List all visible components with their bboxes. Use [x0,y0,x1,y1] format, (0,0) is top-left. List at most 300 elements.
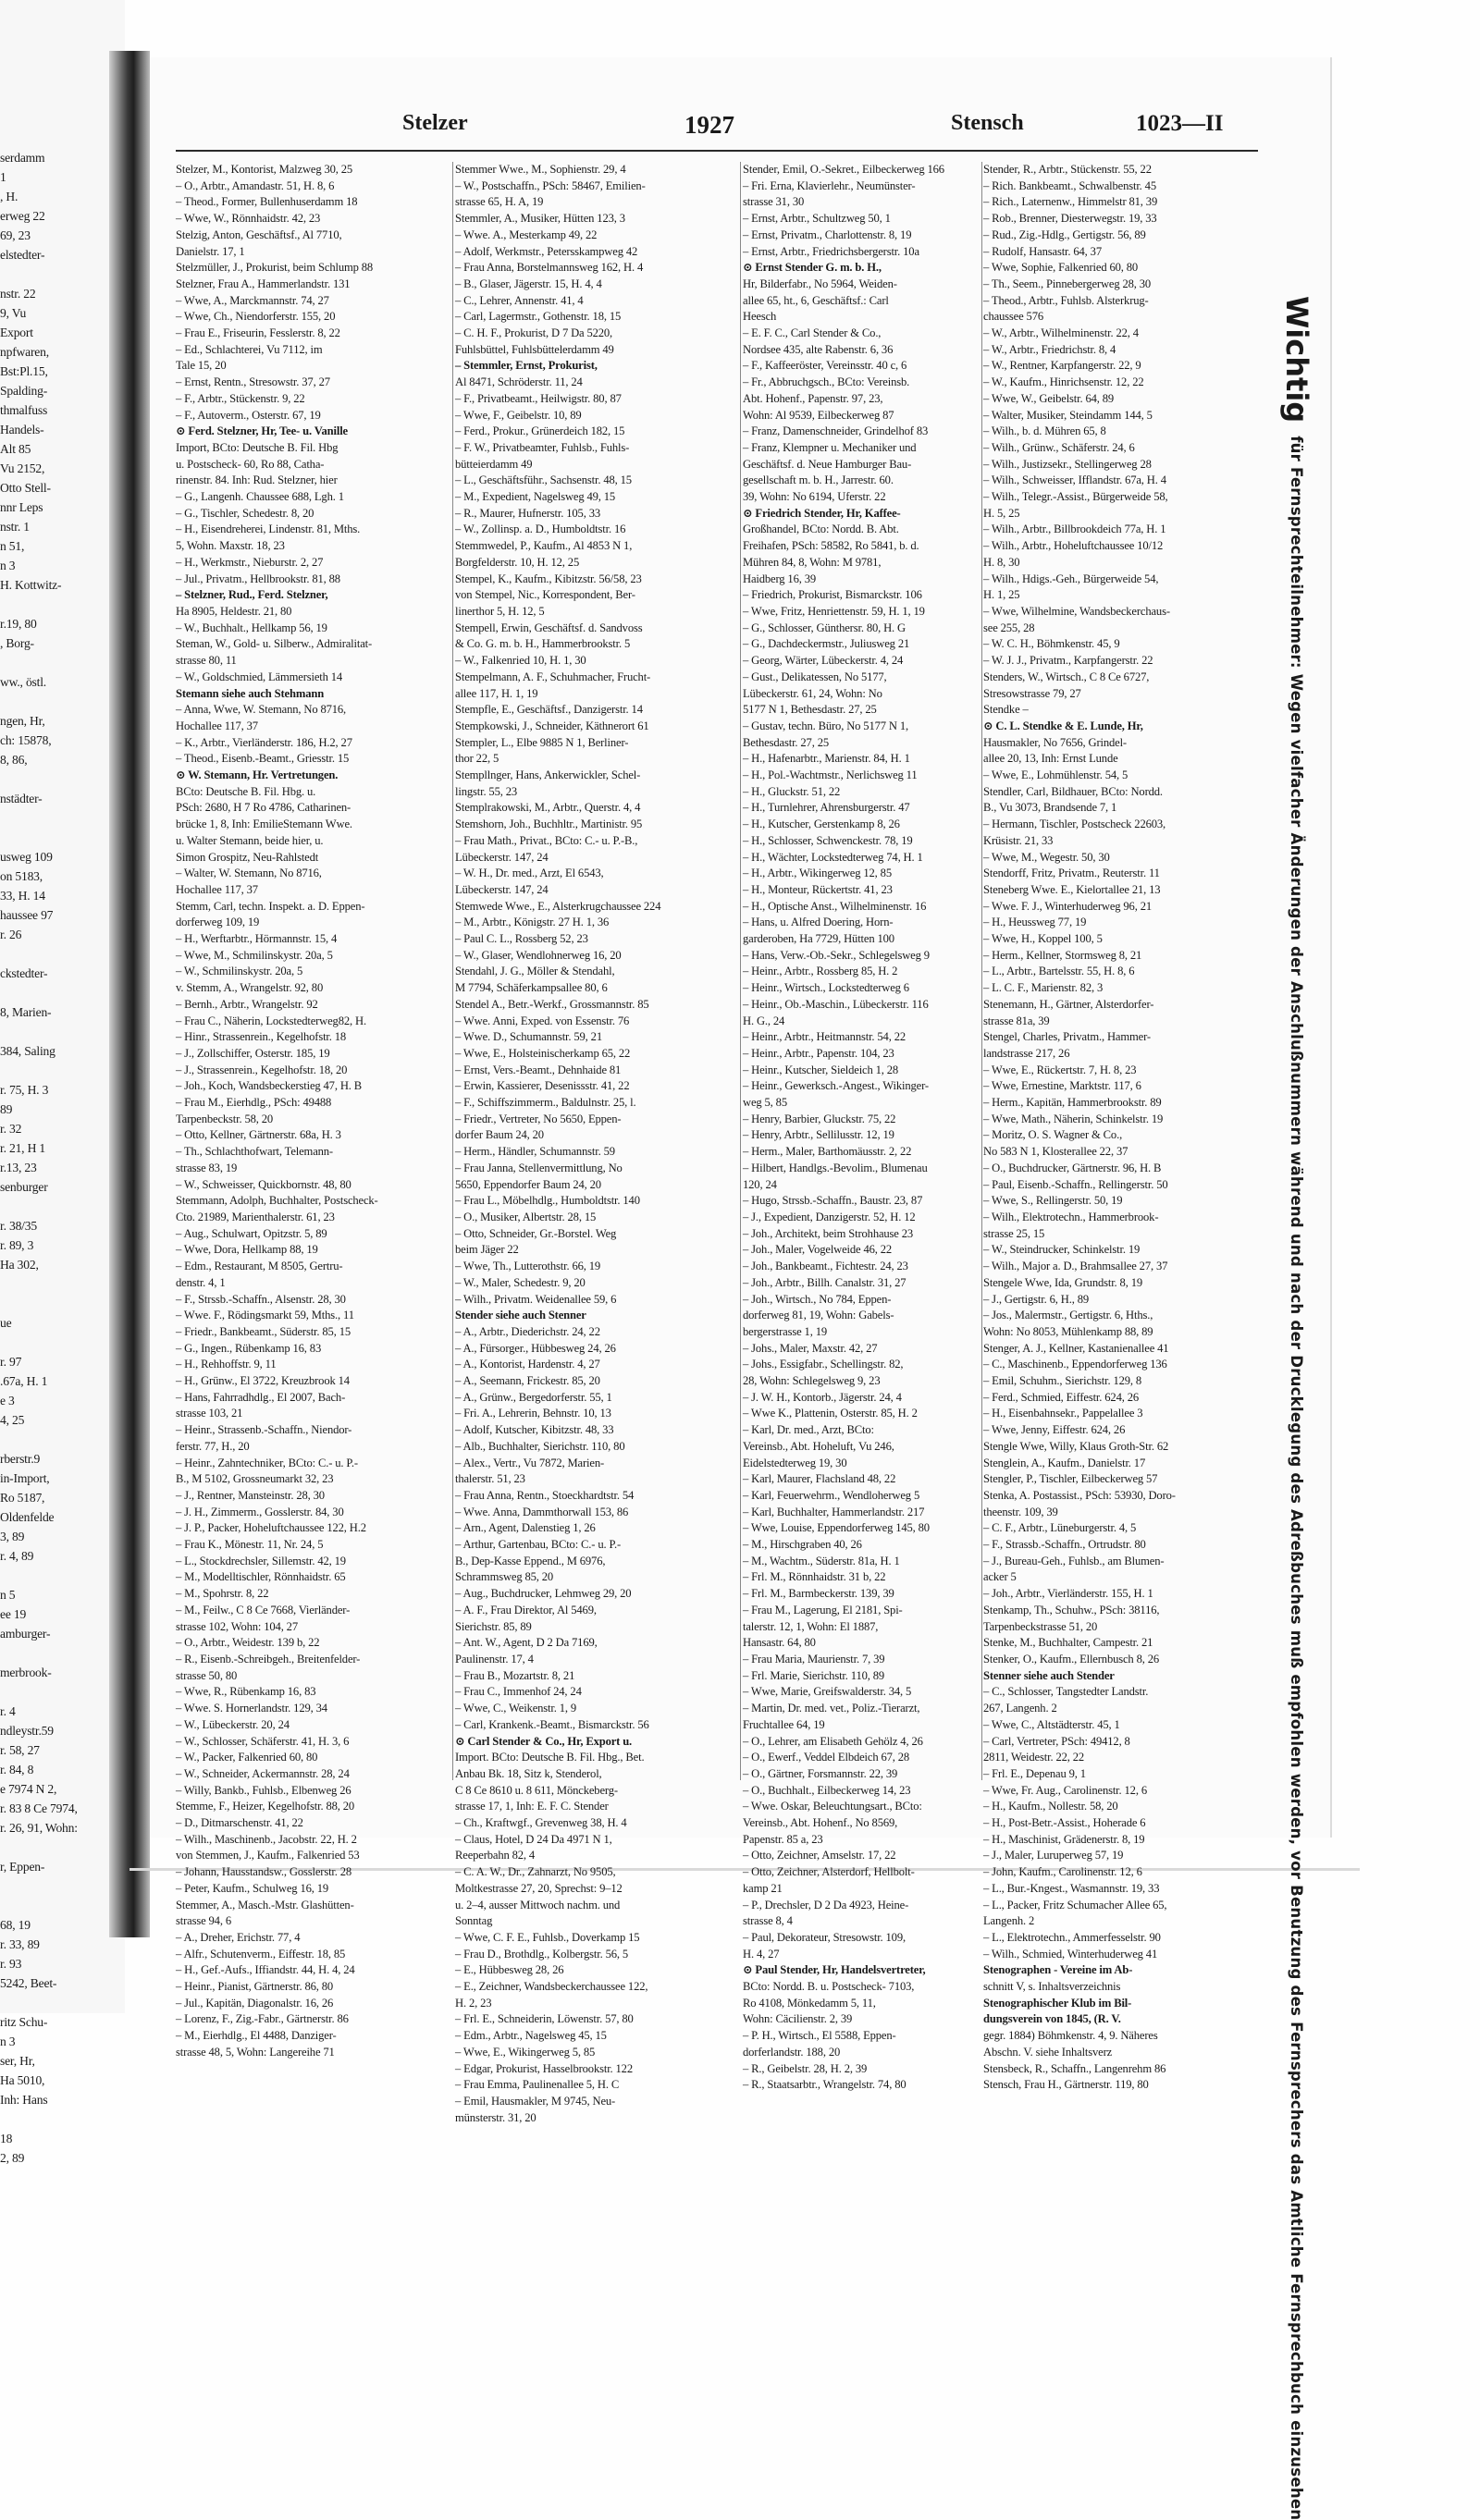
directory-entry: – Ernst, Arbtr., Friedrichsbergerstr. 10a [743,244,919,258]
previous-page-line: 384, Saling [0,1044,56,1058]
directory-entry: – Hans, u. Alfred Doering, Horn- [743,916,894,929]
directory-entry: – Wilh., Justizsekr., Stellingerweg 28 [983,457,1152,471]
directory-entry: – Hinr., Strassenrein., Kegelhofstr. 18 [176,1030,347,1044]
directory-entry: – Joh., Arbtr., Billh. Canalstr. 31, 27 [743,1275,906,1289]
previous-page-line [0,769,109,789]
directory-entry: Danielstr. 17, 1 [176,244,245,258]
previous-page-line: serdamm [0,151,45,165]
directory-entry: – Frau B., Mozartstr. 8, 21 [455,1668,575,1682]
directory-entry: – Rich., Laternenw., Himmelstr 81, 39 [983,195,1158,209]
previous-page-line: r. 97 [0,1355,22,1369]
directory-entry: – C., Maschinenb., Eppendorferweg 136 [983,1358,1167,1371]
directory-entry: Stender, R., Arbtr., Stückenstr. 55, 22 [983,163,1152,176]
directory-entry: – Wwe, W., Rönnhaidstr. 42, 23 [176,212,321,226]
previous-page-line [0,1566,109,1585]
previous-page-line: r. 26, 91, Wohn: [0,1821,78,1835]
directory-entry: Stenner siehe auch Stender [983,1668,1115,1682]
directory-entry: thalerstr. 51, 23 [455,1472,525,1486]
directory-entry: – Henry, Barbier, Gluckstr. 75, 22 [743,1112,896,1125]
directory-entry: – F. W., Privatbeamter, Fuhlsb., Fuhls- [455,440,630,454]
directory-entry: – Jos., Malermstr., Gertigstr. 6, Hths., [983,1309,1153,1322]
directory-entry: – H., Optische Anst., Wilhelminenstr. 16 [743,899,927,913]
directory-entry: – Wwe, M., Schmilinskystr. 20a, 5 [176,948,333,962]
directory-entry: – W., Arbtr., Wilhelminenstr. 22, 4 [983,326,1139,340]
directory-entry: Papenstr. 85 a, 23 [743,1832,823,1846]
directory-entry: – Martin, Dr. med. vet., Poliz.-Tierarzt, [743,1702,920,1715]
directory-entry: – Heinr., Zahntechniker, BCto: C.- u. P.- [176,1456,358,1469]
directory-entry: – A., Grünw., Bergedorferstr. 55, 1 [455,1390,612,1404]
directory-entry: – Hans, Verw.-Ob.-Sekr., Schlegelsweg 9 [743,948,930,962]
directory-entry: – H., Turnlehrer, Ahrensburgerstr. 47 [743,801,910,815]
previous-page-line: Ha 5010, [0,2073,45,2087]
directory-entry: Stempfle, E., Geschäftsf., Danzigerstr. 14 [455,703,643,717]
directory-entry: – Willy, Bankb., Fuhlsb., Elbenweg 26 [176,1783,352,1797]
directory-entry: – K., Arbtr., Vierländerstr. 186, H.2, 27 [176,735,352,749]
directory-entry: – H., Gef.-Aufs., Iffiandstr. 44, H. 4, 24 [176,1963,355,1977]
directory-entry: Stempelmann, A. F., Schuhmacher, Frucht- [455,670,651,683]
directory-entry: – M., Arbtr., Königstr. 27 H. 1, 36 [455,916,610,929]
directory-entry: 2811, Weidestr. 22, 22 [983,1751,1085,1764]
previous-page-line: merbrook- [0,1666,52,1679]
directory-entry: – W., Glaser, Wendlohnerweg 16, 20 [455,948,622,962]
directory-entry: – Ed., Schlachterei, Vu 7112, im [176,342,323,356]
directory-entry: – W., Falkenried 10, H. 1, 30 [455,654,586,668]
previous-page-line [0,1993,109,2012]
directory-entry: Paulinenstr. 17, 4 [455,1652,534,1666]
directory-entry: Hr, Bilderfabr., No 5964, Weiden- [743,277,897,290]
previous-page-line [0,1333,109,1352]
directory-entry: – H., Hafenarbtr., Marienstr. 84, H. 1 [743,752,910,766]
directory-entry: – H., Arbtr., Wikingerweg 12, 85 [743,867,892,880]
directory-entry: – Wilh., Hdigs.-Geh., Bürgerweide 54, [983,572,1159,585]
directory-entry: Stempler, L., Elbe 9885 N 1, Berliner- [455,735,629,749]
directory-entry: – Wwe, Jenny, Eiffestr. 624, 26 [983,1423,1126,1437]
directory-entry: – H., Eisenbahnsekr., Pappelallee 3 [983,1407,1143,1420]
directory-entry: – Wwe, Ch., Niendorferstr. 155, 20 [176,310,336,324]
previous-page-line: erweg 22 [0,209,45,223]
directory-entry: dorferweg 81, 19, Wohn: Gabels- [743,1309,894,1322]
previous-page-line: nstädter- [0,792,43,805]
directory-entry: – G., Ingen., Rübenkamp 16, 83 [176,1341,322,1355]
directory-entry: – Carl, Krankenk.-Beamt., Bismarckstr. 56 [455,1717,649,1731]
directory-entry: – Henry, Arbtr., Sellilusstr. 12, 19 [743,1128,894,1142]
directory-entry: Stensbeck, R., Schaffn., Langenrehm 86 [983,2061,1166,2075]
directory-entry: – Hugo, Strssb.-Schaffn., Baustr. 23, 87 [743,1194,923,1208]
previous-page-line [0,2109,109,2129]
directory-entry: – Adolf, Werkmstr., Petersskampweg 42 [455,244,638,258]
directory-entry: – John, Kaufm., Carolinenstr. 12, 6 [983,1865,1142,1879]
directory-entry: – Rich. Bankbeamt., Schwalbenstr. 45 [983,178,1156,192]
directory-entry: – Ferd., Schmied, Eiffestr. 624, 26 [983,1390,1140,1404]
directory-entry: Ro 4108, Mönkedamm 5, 11, [743,1996,876,2010]
directory-entry: – Franz, Damenschneider, Grindelhof 83 [743,424,929,438]
directory-entry: – Frau Math., Privat., BCto: C.- u. P.-B., [455,833,638,847]
book-gutter [109,51,150,1937]
directory-entry: theenstr. 109, 39 [983,1505,1058,1518]
column-divider [452,162,453,1780]
directory-entry: – Rob., Brenner, Diesterwegstr. 19, 33 [983,212,1157,226]
directory-entry: u. Postscheck- 60, Ro 88, Catha- [176,457,325,471]
directory-entry: – Frl. E., Schneiderin, Löwenstr. 57, 80 [455,2012,634,2026]
directory-entry: Cto. 21989, Marienthalerstr. 61, 23 [176,1211,335,1223]
directory-entry: ⊙ Friedrich Stender, Hr, Kaffee- [743,506,901,520]
previous-page-line [0,1643,109,1663]
directory-entry: von Stempel, Nic., Korrespondent, Ber- [455,588,635,602]
directory-entry: C 8 Ce 8610 u. 8 611, Mönckeberg- [455,1783,618,1797]
directory-entry: Stenke, M., Buchhalter, Campestr. 21 [983,1636,1153,1650]
directory-entry: – Wilh., Maschinenb., Jacobstr. 22, H. 2 [176,1832,357,1846]
directory-entry: Sonntag [455,1914,493,1928]
directory-entry: 5650, Eppendorfer Baum 24, 20 [455,1177,601,1191]
directory-entry: Stendahl, J. G., Möller & Stendahl, [455,965,615,978]
previous-page-line: e 7974 N 2, [0,1782,57,1796]
directory-entry: – J., Rentner, Mansteinstr. 28, 30 [176,1488,325,1502]
header-first-entry: Stelzer [402,111,468,135]
directory-entry: – Joh., Wirtsch., No 784, Eppen- [743,1292,892,1306]
directory-entry: – H., Eisendreherei, Lindenstr. 81, Mths. [176,522,361,536]
directory-entry: – Wwe, M., Wegestr. 50, 30 [983,850,1110,864]
directory-entry: – M., Wachtm., Süderstr. 81a, H. 1 [743,1554,900,1567]
directory-entry: Moltkestrasse 27, 20, Sprechst: 9–12 [455,1881,623,1895]
directory-entry: Bethesdastr. 27, 25 [743,735,829,749]
previous-page-line [0,264,109,284]
previous-page-line: , Borg- [0,636,34,650]
directory-entry: B., Dep-Kasse Eppend., M 6976, [455,1554,606,1567]
directory-entry: – Ernst, Vers.-Beamt., Dehnhaide 81 [455,1063,622,1076]
directory-entry: – B., Glaser, Jägerstr. 15, H. 4, 4 [455,277,602,290]
directory-entry: – H., Maschinist, Grädenerstr. 8, 19 [983,1832,1145,1846]
directory-entry: – W., Buchhalt., Hellkamp 56, 19 [176,621,327,634]
directory-entry: – J., Expedient, Danzigerstr. 52, H. 12 [743,1211,916,1223]
directory-entry: – W., Schmilinskystr. 20a, 5 [176,965,303,978]
directory-entry: allee 117, H. 1, 19 [455,686,538,700]
directory-entry: strasse 25, 15 [983,1226,1045,1240]
directory-entry: – Heinr., Pianist, Gärtnerstr. 86, 80 [176,1980,334,1994]
previous-page-line: on 5183, [0,869,43,883]
directory-entry: – Wilh., Major a. D., Brahmsallee 27, 37 [983,1260,1168,1273]
directory-entry: Lübeckerstr. 61, 24, Wohn: No [743,686,882,700]
directory-entry: Stendler, Carl, Bildhauer, BCto: Nordd. [983,784,1163,798]
previous-page-line: Oldenfelde [0,1510,55,1524]
directory-entry: Stelzmüller, J., Prokurist, beim Schlump 88 [176,261,374,275]
directory-entry: – Wwe, W., Geibelstr. 64, 89 [983,391,1115,405]
directory-entry: – H., Monteur, Rückertstr. 41, 23 [743,882,893,896]
directory-entry: – Franz, Klempner u. Mechaniker und [743,440,917,454]
directory-entry: – Wwe. A., Mesterkamp 49, 22 [455,227,598,241]
directory-entry: Al 8471, Schröderstr. 11, 24 [455,375,583,389]
previous-page-line: ue [0,1316,12,1330]
directory-entry: – W., Zollinsp. a. D., Humboldtstr. 16 [455,522,626,536]
directory-entry: – R., Staatsarbtr., Wrangelstr. 74, 80 [743,2078,906,2092]
directory-entry: Lübeckerstr. 147, 24 [455,850,549,864]
directory-entry: Langenh. 2 [983,1914,1035,1928]
previous-page-line: ww., östl. [0,675,46,689]
directory-entry: Stenographen - Vereine im Ab- [983,1963,1133,1977]
previous-page-line [0,1896,109,1915]
previous-page-line: nstr. 1 [0,520,30,534]
directory-entry: brücke 1, 8, Inh: EmilieStemann Wwe. [176,817,352,831]
directory-entry: – Wwe. Anni, Exped. von Essenstr. 76 [455,1014,630,1027]
directory-entry: Stempell, Erwin, Geschäftsf. d. Sandvoss [455,621,643,634]
directory-entry: Simon Grospitz, Neu-Rahlstedt [176,850,319,864]
directory-entry: Stempllnger, Hans, Ankerwickler, Schel- [455,768,641,782]
directory-entry: – Fri. A., Lehrerin, Behnstr. 10, 13 [455,1407,611,1420]
previous-page-line: r. 4 [0,1704,16,1718]
directory-entry: – Emil, Schuhm., Sierichstr. 129, 8 [983,1374,1142,1388]
previous-page-line: ngen, Hr, [0,714,45,728]
directory-entry: – H., Gluckstr. 51, 22 [743,784,841,798]
directory-entry: – Wwe, H., Koppel 100, 5 [983,932,1103,946]
previous-page-line: 8, 86, [0,753,28,767]
directory-entry: – Herm., Kapitän, Hammerbrookstr. 89 [983,1096,1162,1110]
directory-entry: – Frau M., Lagerung, El 2181, Spi- [743,1603,903,1616]
directory-entry: – C., Lehrer, Annenstr. 41, 4 [455,293,584,307]
directory-entry: Stengel, Charles, Privatm., Hammer- [983,1030,1151,1044]
directory-entry: – J. P., Packer, Hoheluftchaussee 122, H.2 [176,1521,366,1535]
previous-page-line: r. 89, 3 [0,1238,34,1252]
previous-page-line: r.19, 80 [0,617,37,631]
directory-entry: – H., Wächter, Lockstedterweg 74, H. 1 [743,850,923,864]
directory-entry: weg 5, 85 [743,1096,787,1110]
directory-entry: – A., Fürsorger., Hübbesweg 24, 26 [455,1341,616,1355]
directory-entry: – Wwe. S. Hornerlandstr. 129, 34 [176,1702,327,1715]
previous-page-line: r. 4, 89 [0,1549,34,1563]
previous-page-line: Bst:Pl.15, [0,364,48,378]
directory-entry: Fruchtallee 64, 19 [743,1717,825,1731]
directory-entry: – Wwe, Marie, Greifswalderstr. 34, 5 [743,1685,912,1699]
directory-entry: – W., Steindrucker, Schinkelstr. 19 [983,1243,1141,1257]
directory-entry: Mühren 84, 8, Wohn: M 9781, [743,555,882,569]
previous-page-line: rberstr.9 [0,1452,41,1466]
directory-entry: strasse 48, 5, Wohn: Langereihe 71 [176,2045,335,2059]
directory-entry: – G., Schlosser, Günthersr. 80, H. G [743,621,906,634]
directory-entry: – F., Arbtr., Stückenstr. 9, 22 [176,391,305,405]
previous-page-line: 69, 23 [0,228,31,242]
directory-entry: – Stemmler, Ernst, Prokurist, [455,359,598,373]
directory-entry: – O., Arbtr., Weidestr. 139 b, 22 [176,1636,320,1650]
directory-entry: – Ernst, Privatm., Charlottenstr. 8, 19 [743,227,912,241]
directory-entry: ⊙ Paul Stender, Hr, Handelsvertreter, [743,1963,926,1977]
directory-entry: Steman, W., Gold- u. Silberw., Admiralitat- [176,637,373,651]
directory-entry: – W., Schweisser, Quickbornstr. 48, 80 [176,1177,352,1191]
directory-entry: Stemplrakowski, M., Arbtr., Querstr. 4, 4 [455,801,641,815]
directory-entry: – Wwe, Fr. Aug., Carolinenstr. 12, 6 [983,1783,1147,1797]
previous-page-line: r. 83 8 Ce 7974, [0,1801,78,1815]
previous-page-line [0,1197,109,1216]
directory-entry: – C. H. F., Prokurist, D 7 Da 5220, [455,326,613,340]
directory-entry: – Peter, Kaufm., Schulweg 16, 19 [176,1881,329,1895]
previous-page-line [0,944,109,964]
directory-entry: – H., Grünw., El 3722, Kreuzbrook 14 [176,1374,350,1388]
directory-column-1 [176,162,450,2059]
directory-entry: – R., Eisenb.-Schreibgeh., Breitenfelder- [176,1652,361,1666]
directory-entry: – O., Lehrer, am Elisabeth Gehölz 4, 26 [743,1734,923,1748]
directory-entry: Stenker, O., Kaufm., Ellernbusch 8, 26 [983,1652,1160,1666]
previous-page-line [0,808,109,828]
directory-entry: – Wilh., Arbtr., Billbrookdeich 77a, H. 1 [983,522,1166,536]
directory-entry: H. 5, 25 [983,506,1020,520]
previous-page-line: n 5 [0,1588,16,1602]
previous-page-line: in-Import, [0,1471,50,1485]
directory-entry: Stemshorn, Joh., Buchhltr., Martinistr. 95 [455,817,643,831]
directory-entry: Stenglein, A., Kaufm., Danielstr. 17 [983,1456,1146,1469]
directory-entry: – W., Postschaffn., PSch: 58467, Emilien- [455,178,646,192]
directory-entry: rinenstr. 84. Inh: Rud. Stelzner, hier [176,473,338,487]
directory-entry: – Joh., Architekt, beim Strohhause 23 [743,1226,914,1240]
notice-text: für Fernsprechteilnehmer: Wegen vielfacher Änderungen der Anschlußnummern während und nach der Drucklegung des Adreßbuches muß empfohlen werden, vor Benutzung des Fernsprechers das Amtliche Fernsprechbuch einzusehen [1288,436,1306,2520]
directory-entry: – W., Lübeckerstr. 20, 24 [176,1717,290,1731]
directory-entry: lingstr. 55, 23 [455,784,518,798]
directory-entry: – P. H., Wirtsch., El 5588, Eppen- [743,2029,896,2043]
directory-entry: – Wilh., Schweisser, Ifflandstr. 67a, H. 4 [983,473,1166,487]
previous-page-line: senburger [0,1180,48,1194]
directory-entry: – Paul C. L., Rossberg 52, 23 [455,932,588,946]
directory-entry: – Fri. Erna, Klavierlehr., Neumünster- [743,178,916,192]
previous-page-line: 9, Vu [0,306,27,320]
directory-entry: – Wwe, Dora, Hellkamp 88, 19 [176,1243,318,1257]
directory-entry: – Otto, Schneider, Gr.-Borstel. Weg [455,1226,617,1240]
directory-entry: – Anna, Wwe, W. Stemann, No 8716, [176,703,347,717]
directory-entry: – Wwe, E., Wikingerweg 5, 85 [455,2045,596,2059]
directory-entry: Stempel, K., Kaufm., Kibitzstr. 56/58, 23 [455,572,642,585]
directory-entry: – J., Strassenrein., Kegelhofstr. 18, 20 [176,1063,348,1076]
directory-entry: – Walter, W. Stemann, No 8716, [176,867,322,880]
previous-page-line: r. 21, H 1 [0,1141,45,1155]
previous-page-line [0,828,109,847]
directory-entry: – Frau Anna, Rentn., Stoeckhardtstr. 54 [455,1488,635,1502]
directory-entry: Heesch [743,310,777,324]
directory-entry: – M., Feilw., C 8 Ce 7668, Vierländer- [176,1603,351,1616]
directory-entry: Freihafen, PSch: 58582, Ro 5841, b. d. [743,539,919,553]
directory-entry: – F., Autoverm., Osterstr. 67, 19 [176,408,321,422]
directory-entry: – H., Rehhoffstr. 9, 11 [176,1358,277,1371]
directory-entry: landstrasse 217, 26 [983,1046,1070,1060]
directory-entry: Stemwede Wwe., E., Alsterkrugchaussee 224 [455,899,661,913]
previous-page-line: r. 32 [0,1122,22,1136]
directory-entry: dorfer Baum 24, 20 [455,1128,544,1142]
directory-entry: – M., Eierhdlg., El 4488, Danziger- [176,2029,337,2043]
directory-entry: talerstr. 12, 1, Wohn: El 1887, [743,1619,879,1633]
directory-entry: – Theod., Arbtr., Fuhlsb. Alsterkrug- [983,293,1149,307]
directory-entry: – L. C. F., Marienstr. 82, 3 [983,981,1104,995]
directory-entry: Stemme, F., Heizer, Kegelhofstr. 88, 20 [176,1800,355,1813]
previous-page-line: haussee 97 [0,908,54,922]
directory-entry: – R., Maurer, Hufnerstr. 105, 33 [455,506,600,520]
previous-page-line: 89 [0,1102,13,1116]
directory-entry: – Joh., Bankbeamt., Fichtestr. 24, 23 [743,1260,908,1273]
directory-entry: u. Walter Stemann, beide hier, u. [176,833,324,847]
directory-entry: – D., Ditmarschenstr. 41, 22 [176,1816,303,1830]
directory-entry: H. 4, 27 [743,1947,780,1961]
directory-entry: Stengle Wwe, Willy, Klaus Groth-Str. 62 [983,1439,1169,1453]
previous-page-line [0,1294,109,1313]
directory-entry: Wohn: Al 9539, Eilbeckerweg 87 [743,408,894,422]
previous-page-line: r. 84, 8 [0,1763,34,1776]
directory-entry: linerthor 5, H. 12, 5 [455,604,545,618]
directory-entry: – Georg, Wärter, Lübeckerstr. 4, 24 [743,654,904,668]
header-last-entry: Stensch [951,111,1024,135]
directory-column-4 [983,162,1257,2092]
directory-entry: – Erwin, Kassierer, Desenissstr. 41, 22 [455,1079,630,1093]
directory-entry: – H., Pol.-Wachtmstr., Nerlichsweg 11 [743,768,918,782]
directory-entry: Stender siehe auch Stenner [455,1309,586,1322]
directory-entry: – Th., Seem., Pinnebergerweg 28, 30 [983,277,1152,290]
directory-entry: – Heinr., Arbtr., Papenstr. 104, 23 [743,1046,894,1060]
directory-entry: – O., Musiker, Albertstr. 28, 15 [455,1211,597,1223]
directory-entry: – Wwe, Math., Näherin, Schinkelstr. 19 [983,1112,1164,1125]
directory-entry: ferstr. 77, H., 20 [176,1439,250,1453]
directory-entry: – Frl. M., Rönnhaidstr. 31 b, 22 [743,1570,886,1584]
directory-entry: Stenka, A. Postassist., PSch: 53930, Doro- [983,1488,1176,1502]
previous-page-line: 68, 19 [0,1918,31,1932]
directory-entry: – W., Arbtr., Friedrichstr. 8, 4 [983,342,1116,356]
directory-entry: 120, 24 [743,1177,777,1191]
directory-entry: Wohn: No 8053, Mühlenkamp 88, 89 [983,1324,1153,1338]
directory-entry: – Edm., Restaurant, M 8505, Gertru- [176,1260,343,1273]
directory-entry: – Alfr., Schutenverm., Eiffestr. 18, 85 [176,1947,346,1961]
previous-page-line: r, Eppen- [0,1860,45,1874]
directory-entry: – Frau D., Brothdlg., Kolbergstr. 56, 5 [455,1947,629,1961]
directory-entry: strasse 103, 21 [176,1407,243,1420]
directory-entry: – Otto, Kellner, Gärtnerstr. 68a, H. 3 [176,1128,341,1142]
previous-page-line: Export [0,326,33,339]
directory-entry: – Th., Schlachthofwart, Telemann- [176,1145,333,1159]
previous-page-line: r. 58, 27 [0,1743,40,1757]
directory-entry: – W. H., Dr. med., Arzt, El 6543, [455,867,604,880]
previous-page-line: n 51, [0,539,25,553]
directory-entry: – L., Bur.-Kngest., Wasmannstr. 19, 33 [983,1881,1160,1895]
header-page-number: 1023—II [1136,111,1224,136]
previous-page-line: ser, Hr, [0,2054,35,2068]
directory-entry: – F., Schiffszimmerm., Baldulnstr. 25, l. [455,1096,636,1110]
directory-entry: – J., Bureau-Geh., Fuhlsb., am Blumen- [983,1554,1165,1567]
directory-entry: – Karl, Maurer, Flachsland 48, 22 [743,1472,896,1486]
directory-entry: Stelzner, Frau A., Hammerlandstr. 131 [176,277,351,290]
directory-entry: – Heinr., Gewerksch.-Angest., Wikinger- [743,1079,929,1093]
previous-page-line: nnr Leps [0,500,43,514]
directory-entry: – Otto, Zeichner, Amselstr. 17, 22 [743,1849,896,1862]
directory-entry: Abt. Hohenf., Papenstr. 97, 23, [743,391,883,405]
directory-entry: Import, BCto: Deutsche B. Fil. Hbg [176,440,339,454]
directory-entry: – Heinr., Ob.-Maschin., Lübeckerstr. 116 [743,997,929,1011]
previous-page-line: n 3 [0,559,16,572]
directory-entry: – A. F., Frau Direktor, Al 5469, [455,1603,597,1616]
directory-entry: – Edm., Arbtr., Nagelsweg 45, 15 [455,2029,607,2043]
directory-entry: – O., Gärtner, Forsmannstr. 22, 39 [743,1766,898,1780]
directory-entry: – Joh., Koch, Wandsbeckerstieg 47, H. B [176,1079,363,1093]
directory-entry: Vereinsb., Abt. Hoheluft, Vu 246, [743,1439,894,1453]
directory-entry: – Aug., Buchdrucker, Lehmweg 29, 20 [455,1587,632,1601]
directory-entry: allee 65, ht., 6, Geschäftsf.: Carl [743,293,889,307]
directory-entry: – W., Schneider, Ackermannstr. 28, 24 [176,1766,350,1780]
directory-entry: B., M 5102, Grossneumarkt 32, 23 [176,1472,334,1486]
directory-entry: – Frau L., Möbelhdlg., Humboldtstr. 140 [455,1194,640,1208]
directory-entry: – J., Zollschiffer, Osterstr. 185, 19 [176,1046,330,1060]
directory-entry: – Frau C., Näherin, Lockstedterweg82, H. [176,1014,366,1027]
previous-page-line: r. 75, H. 3 [0,1083,49,1097]
directory-entry: – E., Hübbesweg 28, 26 [455,1963,564,1977]
directory-entry: Hansastr. 64, 80 [743,1636,816,1650]
header-year: 1927 [684,111,734,139]
previous-page-line [0,1430,109,1449]
directory-entry: – Friedrich, Prokurist, Bismarckstr. 106 [743,588,922,602]
directory-entry: – Wwe, C. F. E., Fuhlsb., Doverkamp 15 [455,1930,640,1944]
previous-page-line [0,983,109,1002]
directory-entry: 39, Wohn: No 6194, Uferstr. 22 [743,490,886,504]
directory-entry: – Frau M., Eierhdlg., PSch: 49488 [176,1096,332,1110]
directory-entry: – Gustav, techn. Büro, No 5177 N 1, [743,719,908,732]
directory-entry: – Wwe. F., Rödingsmarkt 59, Mths., 11 [176,1309,354,1322]
